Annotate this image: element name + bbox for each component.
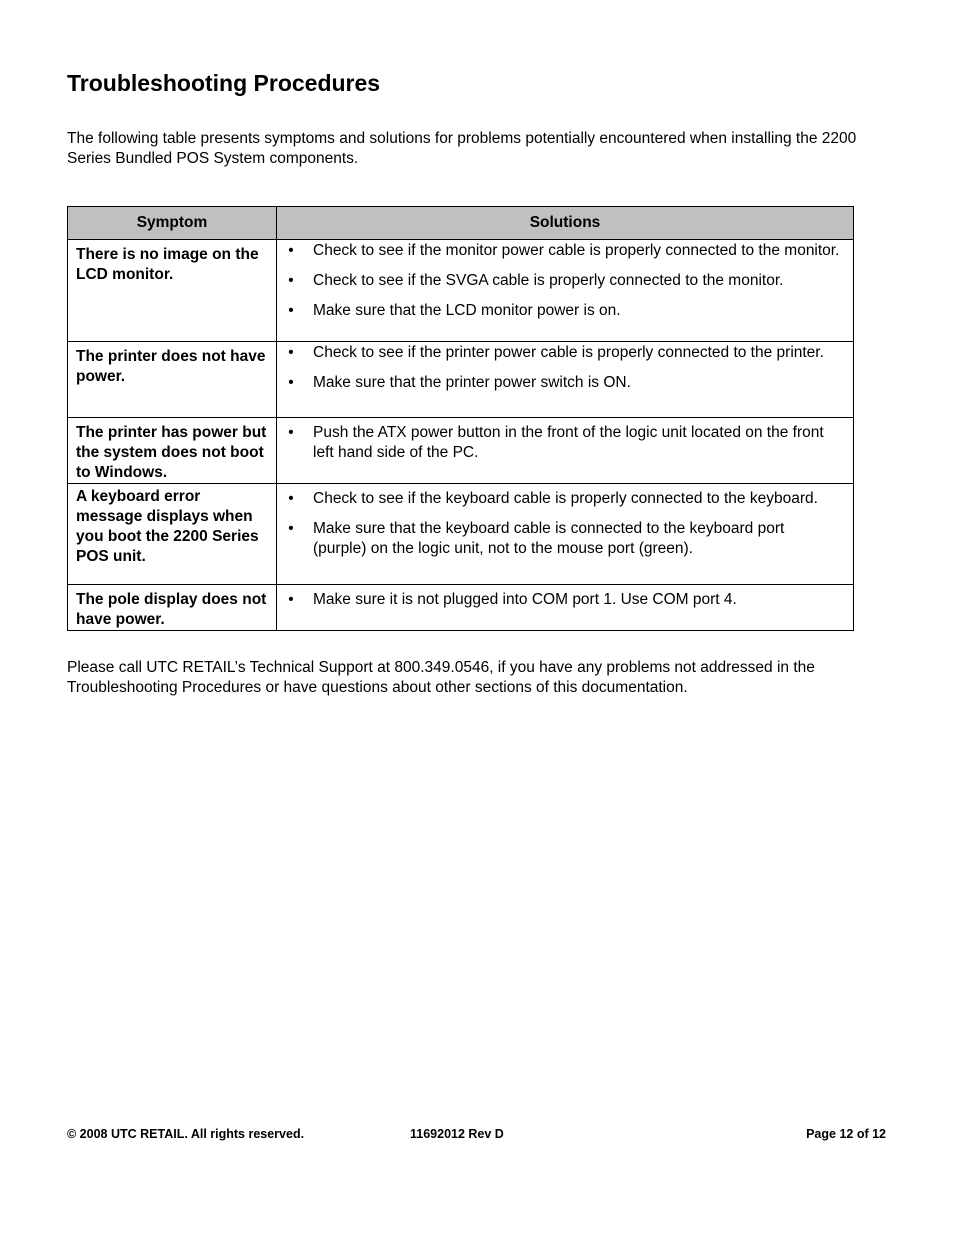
symptom-cell: A keyboard error message displays when you boot the 2200 Series POS unit. [68, 484, 277, 585]
solution-item: • Check to see if the monitor power cable is properly connected to the monitor. [285, 241, 841, 261]
footer-copyright: © 2008 UTC RETAIL. All rights reserved. [67, 1127, 305, 1141]
table-row [68, 342, 854, 418]
solutions-cell [277, 240, 854, 342]
column-header-symptom: Symptom [68, 207, 277, 240]
intro-paragraph: The following table presents symptoms and solutions for problems potentially encountered when installing the 2200 Series Bundled POS System components. [67, 130, 857, 167]
footer-page-number: Page 12 of 12 [806, 1127, 886, 1141]
solutions-cell [277, 342, 854, 418]
table-row [68, 484, 854, 585]
solution-item: • Push the ATX power button in the front of the logic unit located on the front left hand side of the PC. [285, 423, 841, 463]
solutions-cell [277, 585, 854, 631]
symptom-cell: The printer has power but the system does not boot to Windows. [68, 418, 277, 484]
symptom-cell: There is no image on the LCD monitor. [68, 240, 277, 342]
footer-doc-number: 11692012 Rev D [410, 1127, 504, 1141]
page-footer [67, 1127, 886, 1145]
solution-item: • Check to see if the printer power cable is properly connected to the printer. [285, 343, 841, 363]
troubleshooting-table [67, 206, 854, 631]
column-header-solutions: Solutions [277, 207, 854, 240]
solution-item: • Make sure it is not plugged into COM port 1. Use COM port 4. [285, 590, 841, 610]
solution-item: • Check to see if the keyboard cable is properly connected to the keyboard. [285, 489, 841, 509]
table-row [68, 585, 854, 631]
solution-item: • Make sure that the LCD monitor power is on. [285, 301, 841, 321]
support-contact-paragraph: Please call UTC RETAIL’s Technical Support at 800.349.0546, if you have any problems not addressed in the Troubleshooting Procedures or have questions about other sections of this documentation. [67, 659, 815, 696]
solution-item: • Make sure that the keyboard cable is connected to the keyboard port (purple) on the logic unit, not to the mouse port (green). [285, 519, 841, 559]
symptom-cell: The pole display does not have power. [68, 585, 277, 631]
solutions-cell [277, 418, 854, 484]
solution-item: • Make sure that the printer power switch is ON. [285, 373, 841, 393]
page-title: Troubleshooting Procedures [67, 70, 381, 96]
table-row [68, 418, 854, 484]
table-header-row [68, 207, 854, 240]
solution-item: • Check to see if the SVGA cable is properly connected to the monitor. [285, 271, 841, 291]
table-row [68, 240, 854, 342]
solutions-cell [277, 484, 854, 585]
symptom-cell: The printer does not have power. [68, 342, 277, 418]
